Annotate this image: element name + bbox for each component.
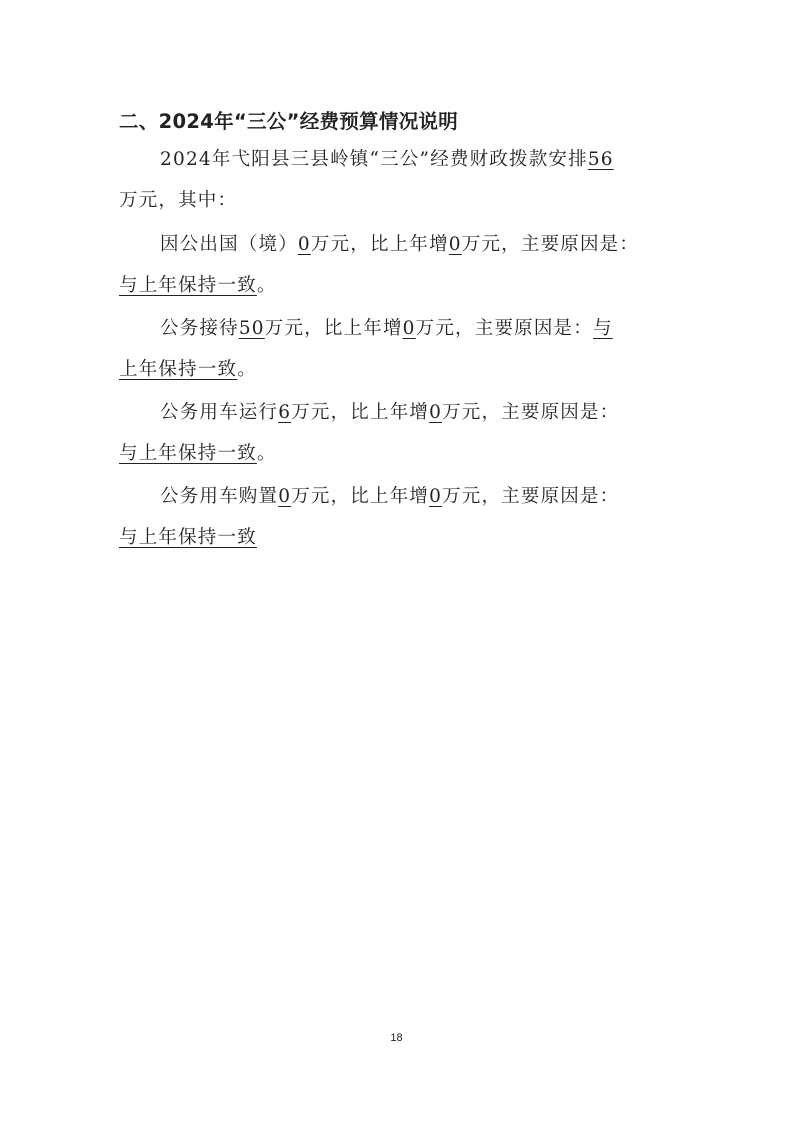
item-change: 0 (429, 486, 443, 507)
item-reception-line-2 (119, 355, 679, 381)
item-reason: 与上年保持一致 (119, 527, 257, 548)
intro-suffix: 万元，其中： (119, 190, 238, 211)
item-change: 0 (429, 402, 443, 423)
item-reason-label: 万元，主要原因是： (461, 234, 640, 255)
item-label: 因公出国（境） (160, 234, 298, 255)
item-label: 公务用车购置 (160, 486, 279, 507)
item-unit: 万元，比上年增 (291, 402, 430, 423)
item-end: 。 (256, 443, 277, 464)
item-abroad-line-1 (160, 230, 720, 256)
item-reason: 上年保持一致 (119, 359, 238, 380)
item-vehicle-operation-line-2 (119, 439, 679, 465)
item-unit: 万元，比上年增 (264, 318, 403, 339)
item-abroad-line-2 (119, 271, 679, 297)
item-end: 。 (237, 359, 257, 380)
item-end: 。 (256, 275, 277, 296)
intro-line-1 (160, 145, 720, 171)
item-vehicle-purchase-line-2 (119, 523, 679, 549)
item-reason-start: 与 (592, 318, 613, 339)
intro-total: 56 (587, 149, 614, 170)
item-reception-line-1 (160, 314, 720, 340)
item-reason: 与上年保持一致 (119, 275, 257, 296)
item-reason: 与上年保持一致 (119, 443, 257, 464)
item-vehicle-purchase-line-1 (160, 482, 720, 508)
item-label: 公务接待 (160, 318, 239, 339)
item-unit: 万元，比上年增 (310, 234, 449, 255)
item-vehicle-operation-line-1 (160, 398, 720, 424)
item-reason-label: 万元，主要原因是： (415, 318, 593, 339)
item-reason-label: 万元，主要原因是： (442, 402, 620, 423)
intro-line-2 (119, 186, 679, 212)
item-amount: 6 (278, 402, 292, 423)
item-label: 公务用车运行 (160, 402, 279, 423)
item-change: 0 (402, 318, 416, 339)
item-amount: 50 (238, 318, 265, 339)
item-unit: 万元，比上年增 (291, 486, 430, 507)
page-number: 18 (390, 1032, 403, 1044)
section-heading: 二、2024年“三公”经费预算情况说明 (119, 110, 459, 133)
item-change: 0 (448, 234, 462, 255)
item-amount: 0 (278, 486, 292, 507)
item-amount: 0 (297, 234, 311, 255)
item-reason-label: 万元，主要原因是： (442, 486, 620, 507)
intro-prefix: 2024年弋阳县三县岭镇“三公”经费财政拨款安排 (160, 149, 588, 170)
